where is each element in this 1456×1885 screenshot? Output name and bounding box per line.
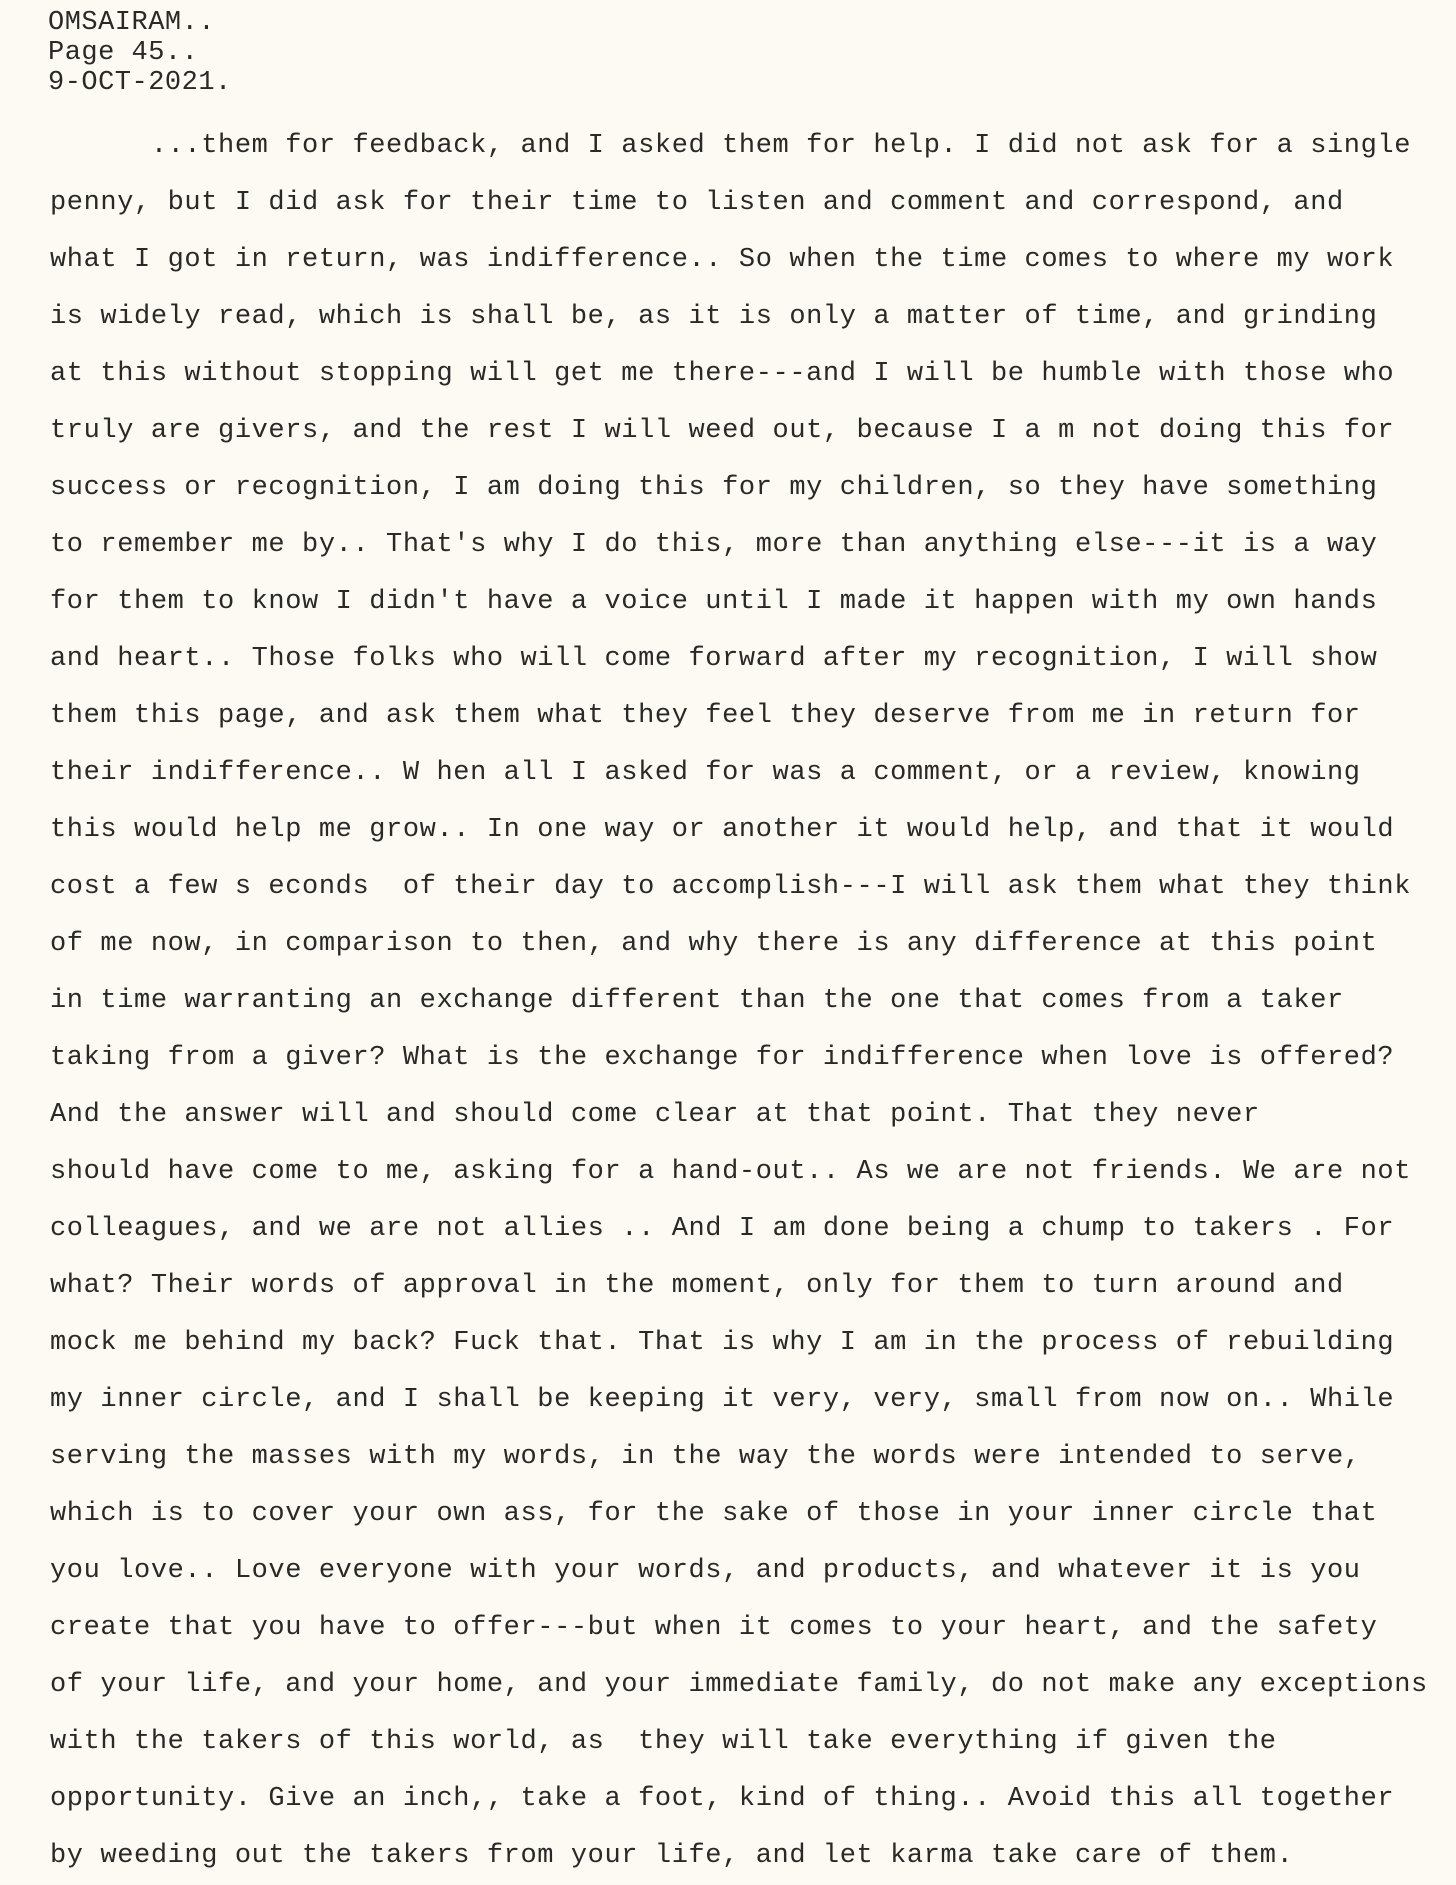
text-line: this would help me grow.. In one way or another it would help, and that it would	[50, 815, 1395, 845]
page-date: 9-OCT-2021.	[48, 68, 232, 98]
text-line: to remember me by.. That's why I do this, more than anything else---it is a way	[50, 530, 1378, 560]
text-line: my inner circle, and I shall be keeping it very, very, small from now on.. While	[50, 1385, 1395, 1415]
text-line: for them to know I didn't have a voice until I made it happen with my own hands	[50, 587, 1378, 617]
text-line: of your life, and your home, and your immediate family, do not make any exceptions	[50, 1670, 1428, 1700]
page-number: Page 45..	[48, 38, 199, 68]
text-line: with the takers of this world, as they will take everything if given the	[50, 1727, 1277, 1757]
text-line: and heart.. Those folks who will come forward after my recognition, I will show	[50, 644, 1378, 674]
text-line: create that you have to offer---but when it comes to your heart, and the safety	[50, 1613, 1378, 1643]
text-line: you love.. Love everyone with your words, and products, and whatever it is you	[50, 1556, 1361, 1586]
text-line: should have come to me, asking for a hand-out.. As we are not friends. We are not	[50, 1157, 1412, 1187]
text-line: at this without stopping will get me there---and I will be humble with those who	[50, 359, 1395, 389]
text-line: what? Their words of approval in the moment, only for them to turn around and	[50, 1271, 1344, 1301]
text-line: opportunity. Give an inch,, take a foot, kind of thing.. Avoid this all together	[50, 1784, 1395, 1814]
text-line: in time warranting an exchange different than the one that comes from a taker	[50, 986, 1344, 1016]
text-line: taking from a giver? What is the exchange for indifference when love is offered?	[50, 1043, 1395, 1073]
text-line: mock me behind my back? Fuck that. That is why I am in the process of rebuilding	[50, 1328, 1395, 1358]
text-line: them this page, and ask them what they feel they deserve from me in return for	[50, 701, 1361, 731]
text-line: is widely read, which is shall be, as it is only a matter of time, and grinding	[50, 302, 1378, 332]
text-line: ...them for feedback, and I asked them for help. I did not ask for a single	[50, 131, 1412, 161]
text-line: truly are givers, and the rest I will weed out, because I a m not doing this for	[50, 416, 1395, 446]
page-header	[48, 8, 232, 98]
text-line: And the answer will and should come clear at that point. That they never	[50, 1100, 1260, 1130]
text-line: their indifference.. W hen all I asked for was a comment, or a review, knowing	[50, 758, 1361, 788]
text-line: success or recognition, I am doing this for my children, so they have something	[50, 473, 1378, 503]
text-line: cost a few s econds of their day to accomplish---I will ask them what they think	[50, 872, 1412, 902]
body-text	[50, 118, 1450, 1885]
text-line: by weeding out the takers from your life, and let karma take care of them.	[50, 1841, 1294, 1871]
text-line: colleagues, and we are not allies .. And I am done being a chump to takers . For	[50, 1214, 1395, 1244]
text-line: serving the masses with my words, in the way the words were intended to serve,	[50, 1442, 1361, 1472]
text-line: of me now, in comparison to then, and why there is any difference at this point	[50, 929, 1378, 959]
text-line: penny, but I did ask for their time to listen and comment and correspond, and	[50, 188, 1344, 218]
header-title: OMSAIRAM..	[48, 8, 216, 38]
text-line: what I got in return, was indifference.. So when the time comes to where my work	[50, 245, 1395, 275]
text-line: which is to cover your own ass, for the sake of those in your inner circle that	[50, 1499, 1378, 1529]
